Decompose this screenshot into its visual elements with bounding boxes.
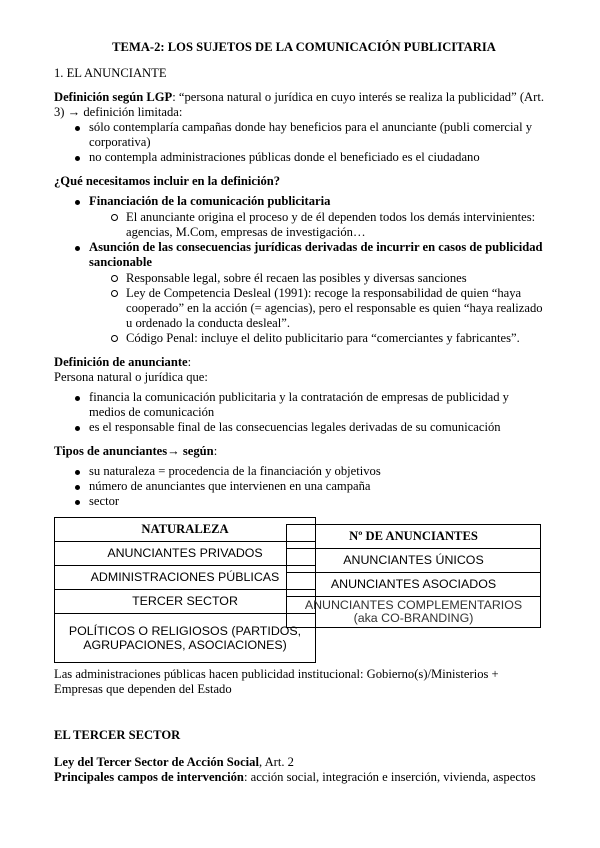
campos-label: Principales campos de intervención xyxy=(54,770,244,784)
circle-bullet-icon xyxy=(111,335,118,342)
sub-list-item xyxy=(54,271,544,286)
list-item-text: número de anunciantes que intervienen en una campaña xyxy=(89,479,371,493)
lgp-bullet-list xyxy=(54,120,544,165)
section-heading-anunciante: 1. EL ANUNCIANTE xyxy=(54,66,167,80)
sub-list-item-text: El anunciante origina el proceso y de él dependen todos los demás intervinientes: agencias, M.Com, empresas de investigación… xyxy=(126,210,536,239)
table-cell: POLÍTICOS O RELIGIOSOS (PARTIDOS, AGRUPACIONES, ASOCIACIONES) xyxy=(55,614,316,663)
list-item-text: es el responsable final de las consecuencias legales derivadas de su comunicación xyxy=(89,420,501,434)
bullet-icon xyxy=(75,500,80,505)
question-text: ¿Qué necesitamos incluir en la definición? xyxy=(54,174,281,188)
list-item xyxy=(54,194,544,240)
sub-list-item xyxy=(54,331,544,346)
table-cell: ADMINISTRACIONES PÚBLICAS xyxy=(55,566,316,590)
ley-text: , Art. 2 xyxy=(258,755,294,769)
table-header: Nº DE ANUNCIANTES xyxy=(287,525,541,549)
circle-bullet-icon xyxy=(111,214,118,221)
list-item xyxy=(54,120,544,150)
sub-list xyxy=(89,271,544,346)
campos-intervencion xyxy=(54,770,544,785)
sub-list xyxy=(89,210,544,240)
list-item xyxy=(54,150,544,165)
lgp-label: Definición según LGP xyxy=(54,90,173,104)
list-item-text: sector xyxy=(89,494,120,508)
anunciante-definition-heading xyxy=(54,355,544,370)
circle-bullet-icon xyxy=(111,290,118,297)
ley-label: Ley del Tercer Sector de Acción Social xyxy=(54,755,259,769)
document-page xyxy=(54,40,544,785)
list-item xyxy=(54,464,544,479)
bullet-icon xyxy=(75,426,80,431)
list-item xyxy=(54,479,544,494)
table-cell: ANUNCIANTES PRIVADOS xyxy=(55,542,316,566)
bullet-icon xyxy=(75,485,80,490)
list-item xyxy=(54,494,544,509)
anunciante-bullet-list xyxy=(54,390,544,435)
table-cell: ANUNCIANTES COMPLEMENTARIOS (aka CO-BRANDING) xyxy=(287,597,541,628)
question-heading xyxy=(54,174,544,189)
tipos-bullet-list xyxy=(54,464,544,509)
circle-bullet-icon xyxy=(111,275,118,282)
list-item-text: Financiación de la comunicación publicitaria xyxy=(89,194,331,208)
section-heading-text: EL TERCER SECTOR xyxy=(54,728,181,742)
anunciante-definition-intro: Persona natural o jurídica que: xyxy=(54,370,208,384)
list-item-text: sólo contemplaría campañas donde hay beneficios para el anunciante (publi comercial y corporativa) xyxy=(89,120,533,149)
colon: : xyxy=(187,355,192,369)
numero-anunciantes-table xyxy=(286,524,541,628)
table-header: NATURALEZA xyxy=(55,518,316,542)
bullet-icon xyxy=(75,200,80,205)
ley-tercer-sector xyxy=(54,755,544,770)
table-cell: TERCER SECTOR xyxy=(55,590,316,614)
list-item xyxy=(54,420,544,435)
list-item xyxy=(54,390,544,420)
includes-list xyxy=(54,194,544,346)
sub-list-item-text: Código Penal: incluye el delito publicitario para “comerciantes y fabricantes”. xyxy=(126,331,520,345)
table-cell: ANUNCIANTES ASOCIADOS xyxy=(287,573,541,597)
bullet-icon xyxy=(75,246,80,251)
sub-list-item xyxy=(54,286,544,331)
tipos-heading xyxy=(54,444,544,459)
bullet-icon xyxy=(75,156,80,161)
section-heading-tercer-sector xyxy=(54,728,544,743)
lgp-text: : “persona natural o jurídica en cuyo interés se realiza la publicidad” (Art. 3) → definición limitada: xyxy=(54,90,544,119)
naturaleza-table xyxy=(54,517,316,663)
bullet-icon xyxy=(75,126,80,131)
campos-text: : acción social, integración e inserción, vivienda, aspectos xyxy=(243,770,536,784)
bullet-icon xyxy=(75,470,80,475)
document-title: TEMA-2: LOS SUJETOS DE LA COMUNICACIÓN PUBLICITARIA xyxy=(112,40,496,54)
list-item-text: su naturaleza = procedencia de la financiación y objetivos xyxy=(89,464,381,478)
tipos-label: Tipos de anunciantes→ según xyxy=(54,444,214,458)
sub-list-item-text: Ley de Competencia Desleal (1991): recoge la responsabilidad de quien “haya cooperado” en la acción (= agencias), pero el responsable es quien “haya realizado u ordenado la conducta desleal”. xyxy=(126,286,543,330)
anunciante-definition-label: Definición de anunciante xyxy=(54,355,188,369)
sub-list-item-text: Responsable legal, sobre él recaen las posibles y diversas sanciones xyxy=(126,271,467,285)
table-cell: ANUNCIANTES ÚNICOS xyxy=(287,549,541,573)
bullet-icon xyxy=(75,396,80,401)
list-item-text: Asunción de las consecuencias jurídicas derivadas de incurrir en casos de publicidad sancionable xyxy=(89,240,543,269)
classification-tables xyxy=(54,517,544,667)
list-item-text: financia la comunicación publicitaria y la contratación de empresas de publicidad y medios de comunicación xyxy=(89,390,509,419)
colon: : xyxy=(213,444,218,458)
list-item xyxy=(54,240,544,346)
sub-list-item xyxy=(54,210,544,240)
administraciones-note: Las administraciones públicas hacen publicidad institucional: Gobierno(s)/Ministerios + Empresas que dependen del Estado xyxy=(54,667,499,696)
lgp-definition xyxy=(54,90,544,120)
list-item-text: no contempla administraciones públicas donde el beneficiado es el ciudadano xyxy=(89,150,480,164)
